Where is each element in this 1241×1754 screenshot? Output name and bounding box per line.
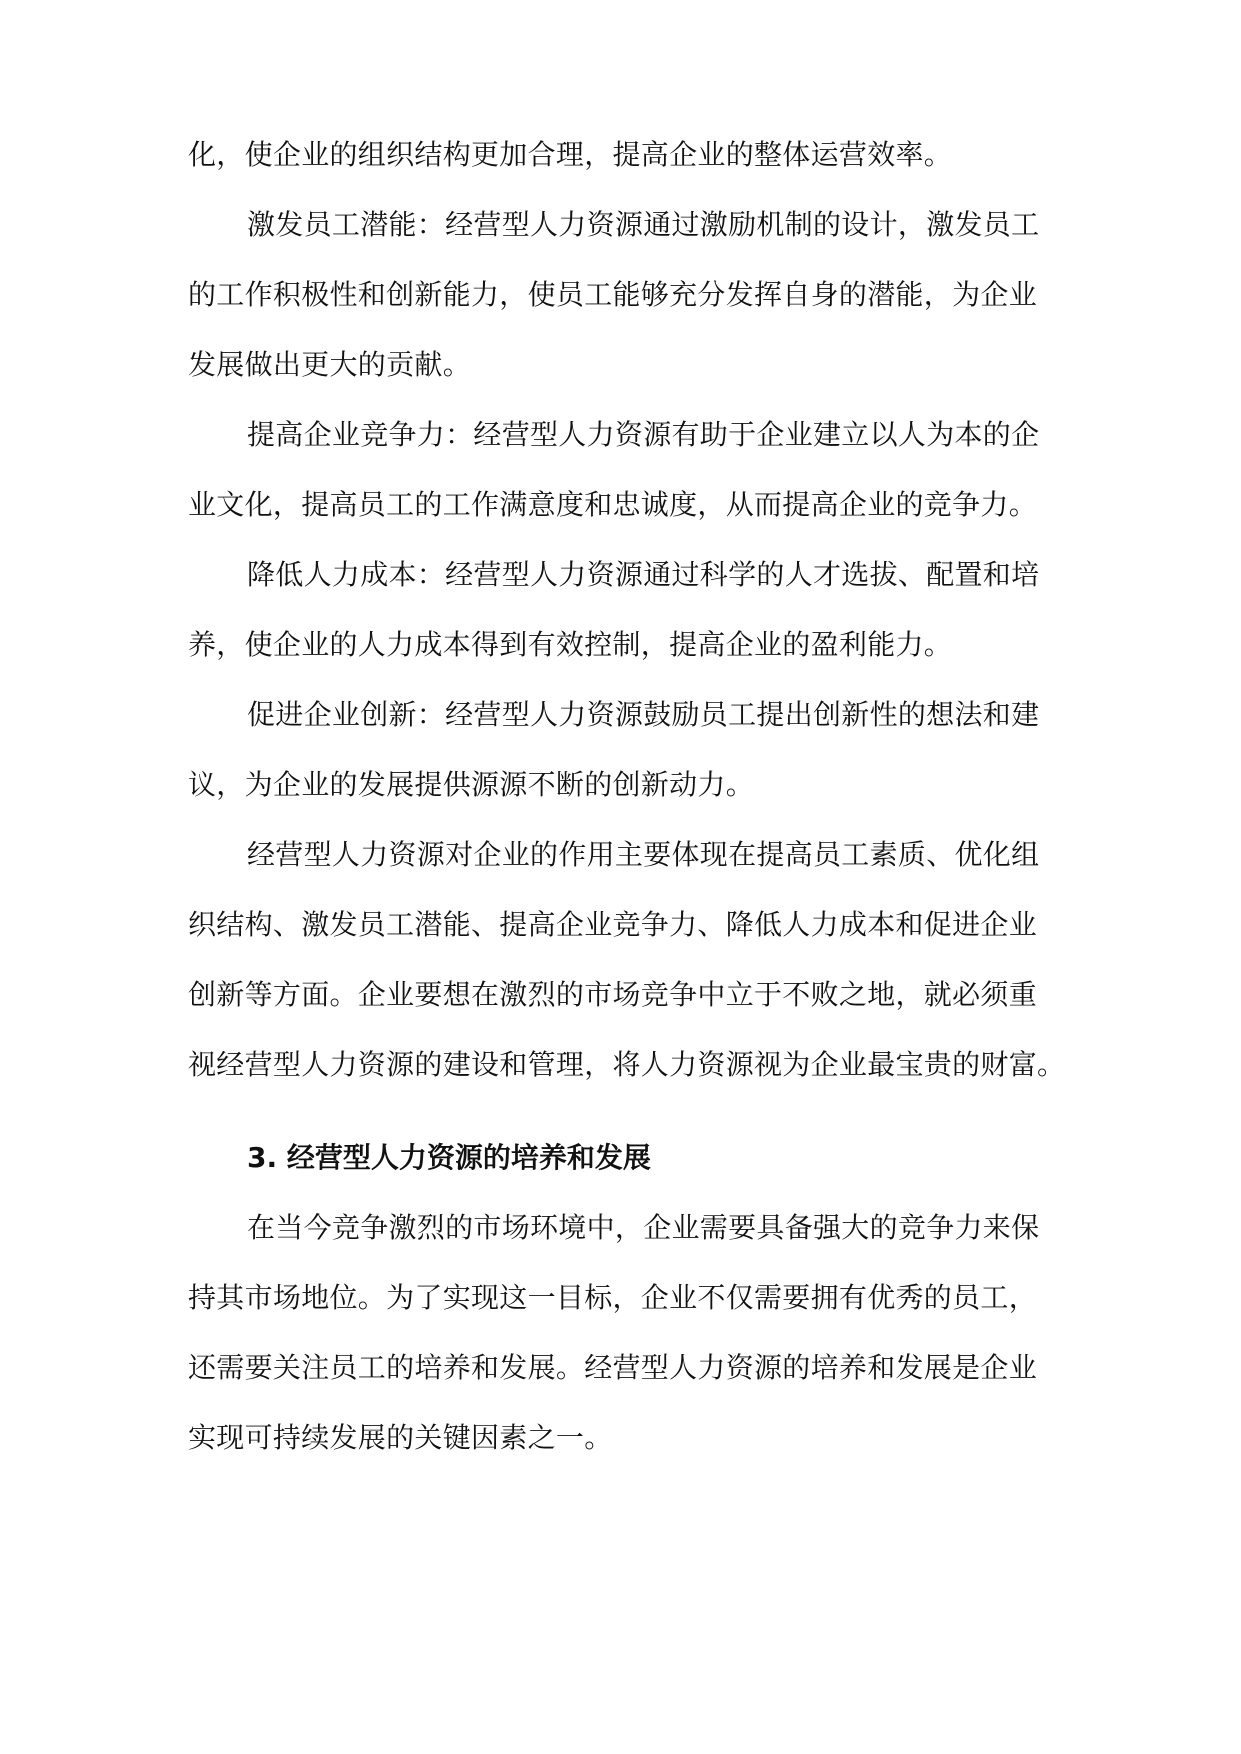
paragraph-line: 激发员工潜能：经营型人力资源通过激励机制的设计，激发员工 [247,208,1040,241]
paragraph-line: 实现可持续发展的关键因素之一。 [188,1421,613,1454]
paragraph-line: 视经营型人力资源的建设和管理，将人力资源视为企业最宝贵的财富。 [188,1048,1066,1081]
paragraph-line: 经营型人力资源对企业的作用主要体现在提高员工素质、优化组 [247,838,1040,871]
paragraph-line: 持其市场地位。为了实现这一目标，企业不仅需要拥有优秀的员工， [188,1281,1038,1314]
paragraph-line: 议，为企业的发展提供源源不断的创新动力。 [188,768,755,801]
paragraph-line: 织结构、激发员工潜能、提高企业竞争力、降低人力成本和促进企业 [188,908,1038,941]
section-heading: 3. 经营型人力资源的培养和发展 [247,1141,651,1174]
paragraph-line: 还需要关注员工的培养和发展。经营型人力资源的培养和发展是企业 [188,1351,1038,1384]
paragraph-line: 发展做出更大的贡献。 [188,348,472,381]
paragraph-line: 在当今竞争激烈的市场环境中，企业需要具备强大的竞争力来保 [247,1211,1040,1244]
paragraph-line: 降低人力成本：经营型人力资源通过科学的人才选拔、配置和培 [247,558,1040,591]
paragraph-line: 的工作积极性和创新能力，使员工能够充分发挥自身的潜能，为企业 [188,278,1038,311]
paragraph-line: 促进企业创新：经营型人力资源鼓励员工提出创新性的想法和建 [247,698,1040,731]
paragraph-line: 养，使企业的人力成本得到有效控制，提高企业的盈利能力。 [188,628,953,661]
paragraph-line: 创新等方面。企业要想在激烈的市场竞争中立于不败之地，就必须重 [188,978,1038,1011]
paragraph-line: 化，使企业的组织结构更加合理，提高企业的整体运营效率。 [188,138,953,171]
paragraph-line: 业文化，提高员工的工作满意度和忠诚度，从而提高企业的竞争力。 [188,488,1038,521]
paragraph-line: 提高企业竞争力：经营型人力资源有助于企业建立以人为本的企 [247,418,1040,451]
